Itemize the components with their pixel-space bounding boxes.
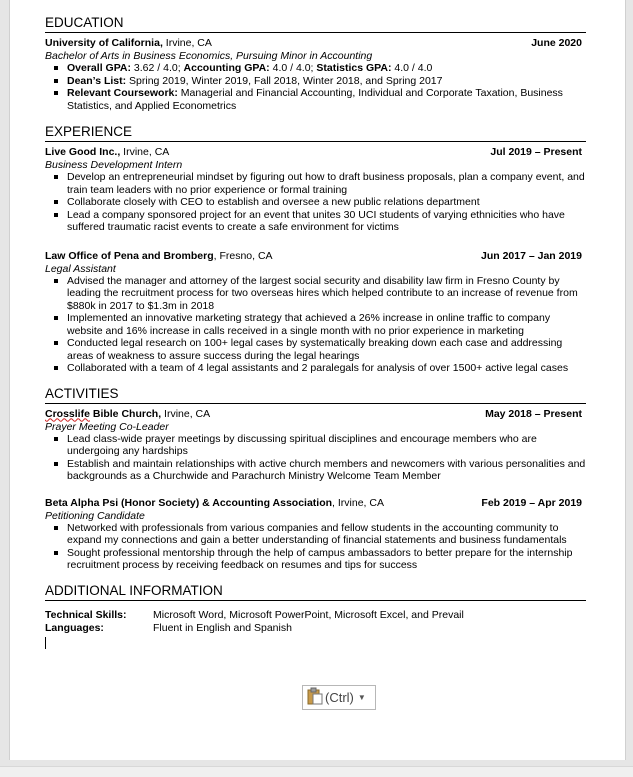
paste-options-label: (Ctrl)	[325, 690, 354, 705]
activity-entry	[45, 408, 586, 483]
activity-org-misspelled: Crosslife	[45, 407, 90, 420]
education-heading: EDUCATION	[45, 14, 586, 33]
job-bullet: Advised the manager and attorney of the largest social security and disability law firm in Fresno County by leading the recruitment process for two overseas hires which helped contribute to an increase of revenue from $880k in 2017 to $1.3m in 2018	[67, 275, 586, 313]
activity-bullet: Networked with professionals from various companies and fellow students in the accounting community to expand my connections and gain a better understanding of financial statements and business fundamentals	[67, 522, 586, 547]
languages-value: Fluent in English and Spanish	[153, 621, 292, 634]
company-location: Irvine, CA	[120, 146, 170, 158]
activity-org: Bible Church,	[89, 407, 162, 420]
education-header	[45, 37, 586, 50]
company-name: Live Good Inc.,	[45, 146, 121, 158]
job-entry	[45, 250, 586, 375]
experience-section	[45, 123, 586, 375]
activities-section	[45, 385, 586, 572]
job-bullet: Collaborated with a team of 4 legal assistants and 2 paralegals for analysis of over 1500+ active legal cases	[67, 362, 586, 375]
experience-heading: EXPERIENCE	[45, 123, 586, 142]
activity-role: Prayer Meeting Co-Leader	[45, 420, 169, 433]
graduation-date: June 2020	[531, 37, 582, 49]
technical-skills-row	[45, 609, 586, 622]
job-bullet: Collaborate closely with CEO to establish and oversee a new public relations department	[67, 196, 586, 209]
chevron-down-icon: ▼	[357, 693, 366, 702]
job-bullet: Implemented an innovative marketing strategy that achieved a 26% increase in online traffic to company website and 16% increase in calls received in a single month with no prior experience in marketing	[67, 312, 586, 337]
languages-label: Languages:	[45, 621, 104, 634]
job-bullet: Conducted legal research on 100+ legal cases by systematically breaking down each case and addressing areas of weakness to assure success during the legal hearings	[67, 337, 586, 362]
activity-org: Beta Alpha Psi (Honor Society) & Accounting Association	[45, 496, 333, 509]
degree: Bachelor of Arts in Business Economics, Pursuing Minor in Accounting	[45, 50, 373, 62]
additional-section	[45, 582, 586, 649]
activity-dates: Feb 2019 – Apr 2019	[481, 496, 582, 509]
activity-bullet: Sought professional mentorship through the help of campus ambassadors to better prepare for the internship recruitment process by receiving feedback on resumes and tips for success	[67, 547, 586, 572]
activity-location: , Irvine, CA	[332, 496, 384, 509]
bottom-bar	[0, 766, 633, 777]
activities-heading: ACTIVITIES	[45, 385, 586, 404]
paste-options-button[interactable]	[302, 685, 376, 710]
job-dates: Jul 2019 – Present	[490, 146, 582, 158]
resume-content	[45, 14, 586, 649]
additional-heading: ADDITIONAL INFORMATION	[45, 582, 586, 601]
job-title: Legal Assistant	[45, 262, 116, 275]
technical-skills-label: Technical Skills:	[45, 608, 127, 621]
school-location: Irvine, CA	[162, 37, 212, 49]
activity-dates: May 2018 – Present	[485, 407, 582, 420]
technical-skills-value: Microsoft Word, Microsoft PowerPoint, Microsoft Excel, and Prevail	[153, 608, 464, 621]
job-bullet: Develop an entrepreneurial mindset by figuring out how to draft business proposals, plan a company event, and train team leaders with no prior experience or formal training	[67, 171, 585, 196]
company-location: , Fresno, CA	[213, 249, 273, 262]
languages-row	[45, 622, 586, 635]
job-bullet: Lead a company sponsored project for an event that unites 30 UCI students of varying ethnicities who have suffered traumatic racist events to create a safe environment for victims	[67, 209, 586, 234]
coursework-item: Relevant Coursework: Managerial and Financial Accounting, Individual and Corporate Taxation, Business Statistics, and Applied Econometrics	[67, 87, 586, 112]
document-page	[9, 0, 626, 760]
clipboard-icon	[303, 687, 323, 708]
activity-bullet: Lead class-wide prayer meetings by discussing spiritual disciplines and encourage members who are undergoing any hardships	[67, 433, 586, 458]
activity-location: Irvine, CA	[161, 407, 211, 420]
education-section	[45, 14, 586, 112]
activity-bullet: Establish and maintain relationships with active church members and newcomers with various personalities and backgrounds as a Churchwide and Parachurch Ministry Welcome Team Member	[67, 457, 586, 482]
text-cursor	[45, 637, 46, 649]
gpa-item: Overall GPA: 3.62 / 4.0; Accounting GPA: 4.0 / 4.0; Statistics GPA: 4.0 / 4.0	[67, 62, 586, 75]
job-dates: Jun 2017 – Jan 2019	[481, 249, 582, 262]
company-name: Law Office of Pena and Bromberg	[45, 249, 214, 262]
deans-list-item: Dean’s List: Spring 2019, Winter 2019, Fall 2018, Winter 2018, and Spring 2017	[67, 75, 586, 88]
education-bullets	[45, 62, 586, 112]
school-name: University of California,	[45, 37, 163, 49]
activity-entry	[45, 497, 586, 572]
job-title: Business Development Intern	[45, 159, 183, 171]
job-entry	[45, 146, 586, 234]
activity-role: Petitioning Candidate	[45, 509, 145, 522]
